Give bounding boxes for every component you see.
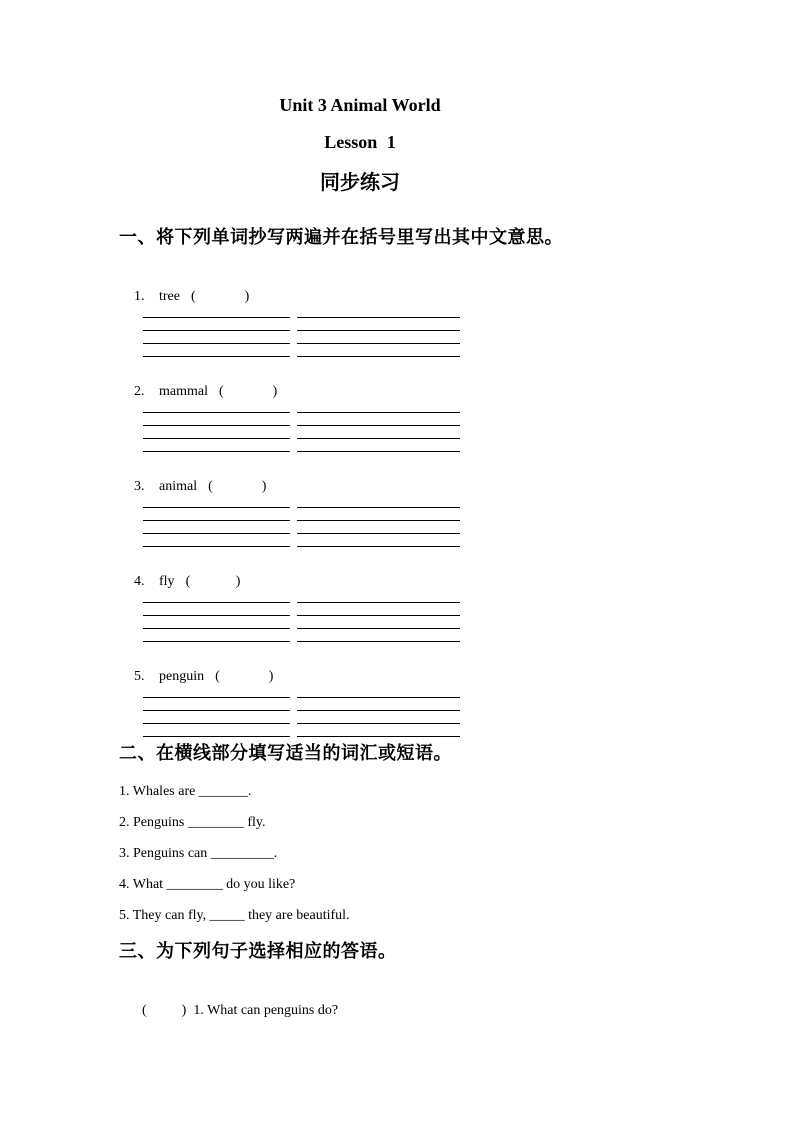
writing-line [143,344,290,357]
writing-line [143,698,290,711]
item-word: tree [159,288,180,304]
writing-line [143,603,290,616]
writing-area [143,685,460,737]
writing-column-left [143,495,290,547]
writing-line [297,724,460,737]
item-brackets: ( ) [215,668,274,684]
writing-line [297,331,460,344]
item-brackets: ( ) [219,383,278,399]
multiple-choice-question [128,986,338,1036]
question-text: 1. What can penguins do? [193,1002,339,1018]
item-number: 4. [134,573,145,589]
writing-line [143,495,290,508]
writing-line [297,711,460,724]
item-word: animal [159,478,198,494]
writing-line [297,344,460,357]
answer-bracket: ( ) [142,1002,187,1018]
writing-line [143,685,290,698]
item-brackets: ( ) [190,288,250,304]
writing-column-left [143,305,290,357]
writing-line [297,439,460,452]
writing-column-right [297,400,460,452]
writing-line [297,426,460,439]
item-number: 3. [134,478,145,494]
item-word: penguin [159,668,205,684]
writing-column-left [143,400,290,452]
section2-heading: 二、在横线部分填写适当的词汇或短语。 [119,743,452,763]
writing-line [297,534,460,547]
writing-line [143,724,290,737]
writing-column-left [143,685,290,737]
writing-line [143,629,290,642]
writing-line [143,521,290,534]
writing-line [297,413,460,426]
writing-column-right [297,685,460,737]
writing-column-right [297,305,460,357]
writing-line [143,711,290,724]
item-number: 2. [134,383,145,399]
writing-line [143,534,290,547]
writing-line [143,305,290,318]
writing-line [143,318,290,331]
writing-line [297,318,460,331]
writing-line [297,521,460,534]
writing-line [297,400,460,413]
writing-line [143,331,290,344]
writing-line [297,698,460,711]
writing-line [297,495,460,508]
writing-line [297,590,460,603]
fill-blank-sentence: 3. Penguins can _________. [119,846,278,861]
writing-area [143,305,460,357]
writing-line [143,508,290,521]
writing-line [297,685,460,698]
fill-blank-sentence: 4. What ________ do you like? [119,877,296,892]
writing-area [143,495,460,547]
writing-line [297,616,460,629]
item-brackets: ( ) [208,478,267,494]
worksheet-subtitle: 同步练习 [320,172,400,194]
writing-line [297,629,460,642]
fill-blank-sentence: 2. Penguins ________ fly. [119,815,266,830]
lesson-title: Lesson 1 [324,132,396,152]
writing-line [143,400,290,413]
item-word: mammal [159,383,208,399]
writing-column-right [297,495,460,547]
writing-line [143,413,290,426]
fill-blank-sentence: 1. Whales are _______. [119,784,252,799]
writing-line [297,508,460,521]
writing-area [143,400,460,452]
section3-heading: 三、为下列句子选择相应的答语。 [119,941,397,961]
item-word: fly [159,573,175,589]
item-number: 5. [134,668,145,684]
writing-column-right [297,590,460,642]
section1-heading: 一、将下列单词抄写两遍并在括号里写出其中文意思。 [119,227,563,247]
writing-line [143,590,290,603]
writing-column-left [143,590,290,642]
writing-line [143,426,290,439]
writing-line [143,616,290,629]
writing-line [143,439,290,452]
writing-line [297,603,460,616]
fill-blank-sentence: 5. They can fly, _____ they are beautiful. [119,908,350,923]
item-brackets: ( ) [185,573,241,589]
unit-title: Unit 3 Animal World [279,95,441,115]
item-number: 1. [134,288,145,304]
writing-area [143,590,460,642]
writing-line [297,305,460,318]
